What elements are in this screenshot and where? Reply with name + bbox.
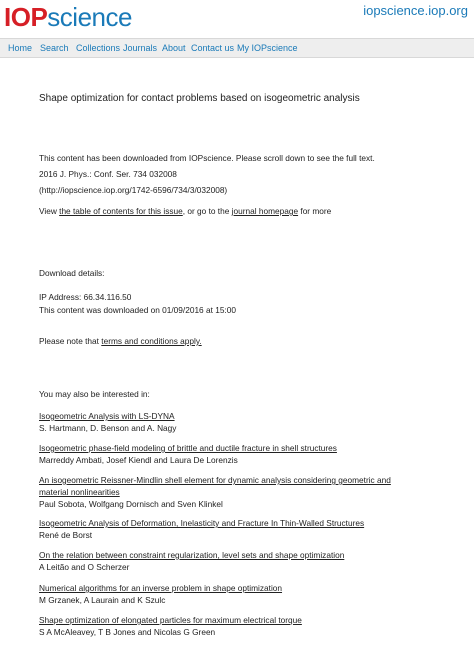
related-title[interactable]: Shape optimization of elongated particles for maximum electrical torque bbox=[39, 615, 302, 625]
related-title[interactable]: Numerical algorithms for an inverse problem in shape optimization bbox=[39, 583, 283, 593]
related-item bbox=[39, 583, 282, 593]
download-notice: This content has been downloaded from IOPscience. Please scroll down to see the full text. bbox=[39, 153, 375, 163]
related-item bbox=[39, 443, 337, 453]
ip-address: IP Address: 66.34.116.50 bbox=[39, 292, 132, 302]
article-title: Shape optimization for contact problems based on isogeometric analysis bbox=[39, 93, 360, 104]
nav-home[interactable]: Home bbox=[8, 43, 33, 53]
download-details-heading: Download details: bbox=[39, 268, 105, 278]
nav-about[interactable]: About bbox=[162, 43, 186, 53]
nav-my-iopscience[interactable]: My IOPscience bbox=[237, 43, 298, 53]
related-item bbox=[39, 518, 364, 528]
related-item bbox=[39, 411, 175, 421]
terms-prefix: Please note that bbox=[39, 336, 102, 346]
related-item-continued bbox=[39, 487, 120, 497]
related-title[interactable]: An isogeometric Reissner-Mindlin shell element for dynamic analysis considering geometric and bbox=[39, 475, 391, 485]
view-links-line bbox=[39, 206, 331, 216]
related-authors: M Grzanek, A Laurain and K Szulc bbox=[39, 595, 166, 605]
related-authors: René de Borst bbox=[39, 530, 93, 540]
related-authors: Marreddy Ambati, Josef Kiendl and Laura De Lorenzis bbox=[39, 455, 238, 465]
related-authors: Paul Sobota, Wolfgang Dornisch and Sven Klinkel bbox=[39, 499, 223, 509]
related-authors: S. Hartmann, D. Benson and A. Nagy bbox=[39, 423, 177, 433]
doi-url: (http://iopscience.iop.org/1742-6596/734/3/032008) bbox=[39, 185, 228, 195]
view-middle: , or go to the bbox=[182, 206, 232, 216]
view-suffix: for more bbox=[298, 206, 332, 216]
related-title[interactable]: Isogeometric Analysis with LS-DYNA bbox=[39, 411, 175, 421]
related-title[interactable]: Isogeometric phase-field modeling of brittle and ductile fracture in shell structures bbox=[39, 443, 337, 453]
related-item bbox=[39, 615, 302, 625]
related-heading: You may also be interested in: bbox=[39, 389, 150, 399]
logo-science-text: science bbox=[47, 2, 132, 32]
related-authors: S A McAleavey, T B Jones and Nicolas G Green bbox=[39, 627, 216, 637]
related-title[interactable]: On the relation between constraint regularization, level sets and shape optimization bbox=[39, 550, 345, 560]
related-authors: A Leitão and O Scherzer bbox=[39, 562, 130, 572]
nav-contact-us[interactable]: Contact us bbox=[191, 43, 235, 53]
related-title[interactable]: Isogeometric Analysis of Deformation, Inelasticity and Fracture In Thin-Walled Structures bbox=[39, 518, 365, 528]
view-prefix: View bbox=[39, 206, 60, 216]
downloaded-at: This content was downloaded on 01/09/2016 at 15:00 bbox=[39, 305, 236, 315]
related-item bbox=[39, 475, 391, 485]
related-item bbox=[39, 550, 344, 560]
site-url[interactable]: iopscience.iop.org bbox=[363, 3, 468, 18]
iopscience-logo[interactable] bbox=[4, 2, 132, 32]
journal-homepage-link[interactable]: journal homepage bbox=[231, 206, 299, 216]
citation: 2016 J. Phys.: Conf. Ser. 734 032008 bbox=[39, 169, 177, 179]
nav-collections[interactable]: Collections bbox=[76, 43, 121, 53]
related-title-line2[interactable]: material nonlinearities bbox=[39, 487, 120, 497]
terms-link[interactable]: terms and conditions apply. bbox=[101, 336, 202, 346]
terms-line bbox=[39, 336, 202, 346]
nav-bar bbox=[0, 38, 474, 58]
logo-iop-text: IOP bbox=[4, 2, 48, 32]
site-header bbox=[0, 0, 474, 38]
nav-search[interactable]: Search bbox=[40, 43, 69, 53]
toc-link[interactable]: the table of contents for this issue bbox=[59, 206, 183, 216]
nav-journals[interactable]: Journals bbox=[123, 43, 158, 53]
